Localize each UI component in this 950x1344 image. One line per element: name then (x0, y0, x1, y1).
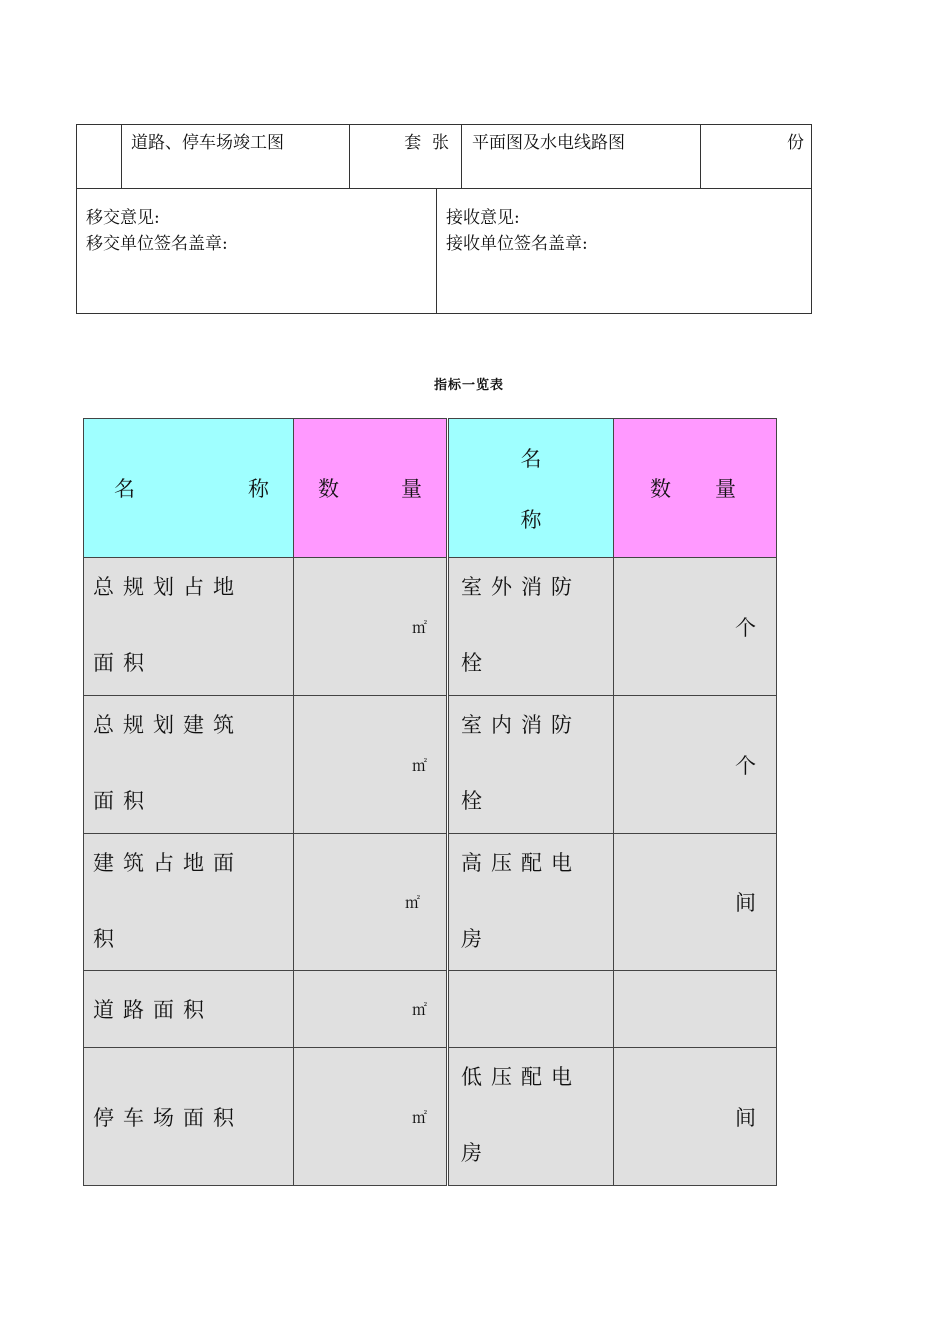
row2-name-left-line2: 面积 (93, 789, 153, 813)
row3-unit-left: ㎡ (404, 893, 420, 912)
row3-name-right-line2: 房 (461, 927, 491, 951)
header-name-right-char1: 名 (520, 446, 542, 471)
row4-qty-right (613, 970, 777, 1048)
transfer-signature-label: 移交单位签名盖章: (86, 234, 228, 254)
row5-name-right-line1: 低压配电 (461, 1065, 581, 1089)
row1-name-right-line2: 栓 (461, 651, 491, 675)
drawing-name-cell: 道路、停车场竣工图 (122, 125, 350, 188)
header-qty-right-char1: 数 (650, 477, 671, 501)
row4-unit-left: ㎡ (411, 1000, 427, 1019)
row5-qty-right (613, 1047, 777, 1186)
row1-unit-left: ㎡ (411, 618, 427, 636)
handover-row-drawings (77, 125, 811, 189)
row3-name-right (448, 833, 614, 971)
row5-unit-left: ㎡ (411, 1108, 427, 1126)
row2-unit-right: 个 (735, 753, 756, 778)
row1-name-left-line1: 总规划占地 (93, 575, 243, 599)
drawing-unit-cell: 套 张 (350, 125, 462, 188)
drawing-description-cell: 平面图及水电线路图 (462, 125, 701, 188)
row2-unit-left: ㎡ (411, 756, 427, 774)
blank-cell (77, 125, 122, 188)
row1-name-left (83, 557, 294, 696)
receive-opinion-label: 接收意见: (446, 208, 520, 228)
transfer-opinion-label: 移交意见: (86, 208, 160, 228)
row1-unit-right: 个 (735, 615, 756, 640)
header-qty-left (293, 418, 447, 558)
row4-name-left-text: 道路面积 (93, 998, 213, 1022)
row3-name-right-line1: 高压配电 (461, 851, 581, 875)
header-qty-right-char2: 量 (715, 477, 736, 501)
transfer-opinion-cell (77, 189, 437, 313)
header-qty-left-char1: 数 (318, 477, 339, 501)
row3-qty-left (293, 833, 447, 971)
row3-name-left (83, 833, 294, 971)
header-name-left-char2: 称 (248, 477, 269, 501)
row2-name-left (83, 695, 294, 834)
row1-name-right-line1: 室外消防 (461, 575, 581, 599)
row5-name-left-text: 停车场面积 (93, 1105, 243, 1130)
row5-unit-right: 间 (735, 1105, 756, 1130)
index-table-title: 指标一览表 (433, 378, 504, 393)
header-name-right (448, 418, 614, 558)
row2-qty-left (293, 695, 447, 834)
row1-qty-right (613, 557, 777, 696)
row4-qty-left (293, 970, 447, 1048)
row1-name-right (448, 557, 614, 696)
header-name-right-char2: 称 (520, 507, 542, 532)
row2-name-right-line2: 栓 (461, 789, 491, 813)
row2-name-left-line1: 总规划建筑 (93, 713, 243, 737)
row5-name-left (83, 1047, 294, 1186)
header-name-left-char1: 名 (114, 477, 135, 501)
handover-table (76, 124, 812, 314)
receive-opinion-cell (437, 189, 811, 313)
row2-qty-right (613, 695, 777, 834)
row2-name-right (448, 695, 614, 834)
drawing-copies-cell: 份 (787, 133, 804, 153)
row1-name-left-line2: 面积 (93, 651, 153, 675)
row3-qty-right (613, 833, 777, 971)
row4-name-right (448, 970, 614, 1048)
header-name-left (83, 418, 294, 558)
row2-name-right-line1: 室内消防 (461, 713, 581, 737)
row5-name-right-line2: 房 (461, 1141, 491, 1165)
receive-signature-label: 接收单位签名盖章: (446, 234, 588, 254)
handover-row-opinions (77, 189, 811, 313)
row3-unit-right: 间 (735, 891, 756, 915)
header-qty-left-char2: 量 (401, 477, 422, 501)
row5-name-right (448, 1047, 614, 1186)
header-qty-right (613, 418, 777, 558)
row5-qty-left (293, 1047, 447, 1186)
row3-name-left-line1: 建筑占地面 (93, 851, 243, 875)
row1-qty-left (293, 557, 447, 696)
row3-name-left-line2: 积 (93, 927, 123, 951)
index-table (83, 418, 777, 1186)
row4-name-left (83, 970, 294, 1048)
